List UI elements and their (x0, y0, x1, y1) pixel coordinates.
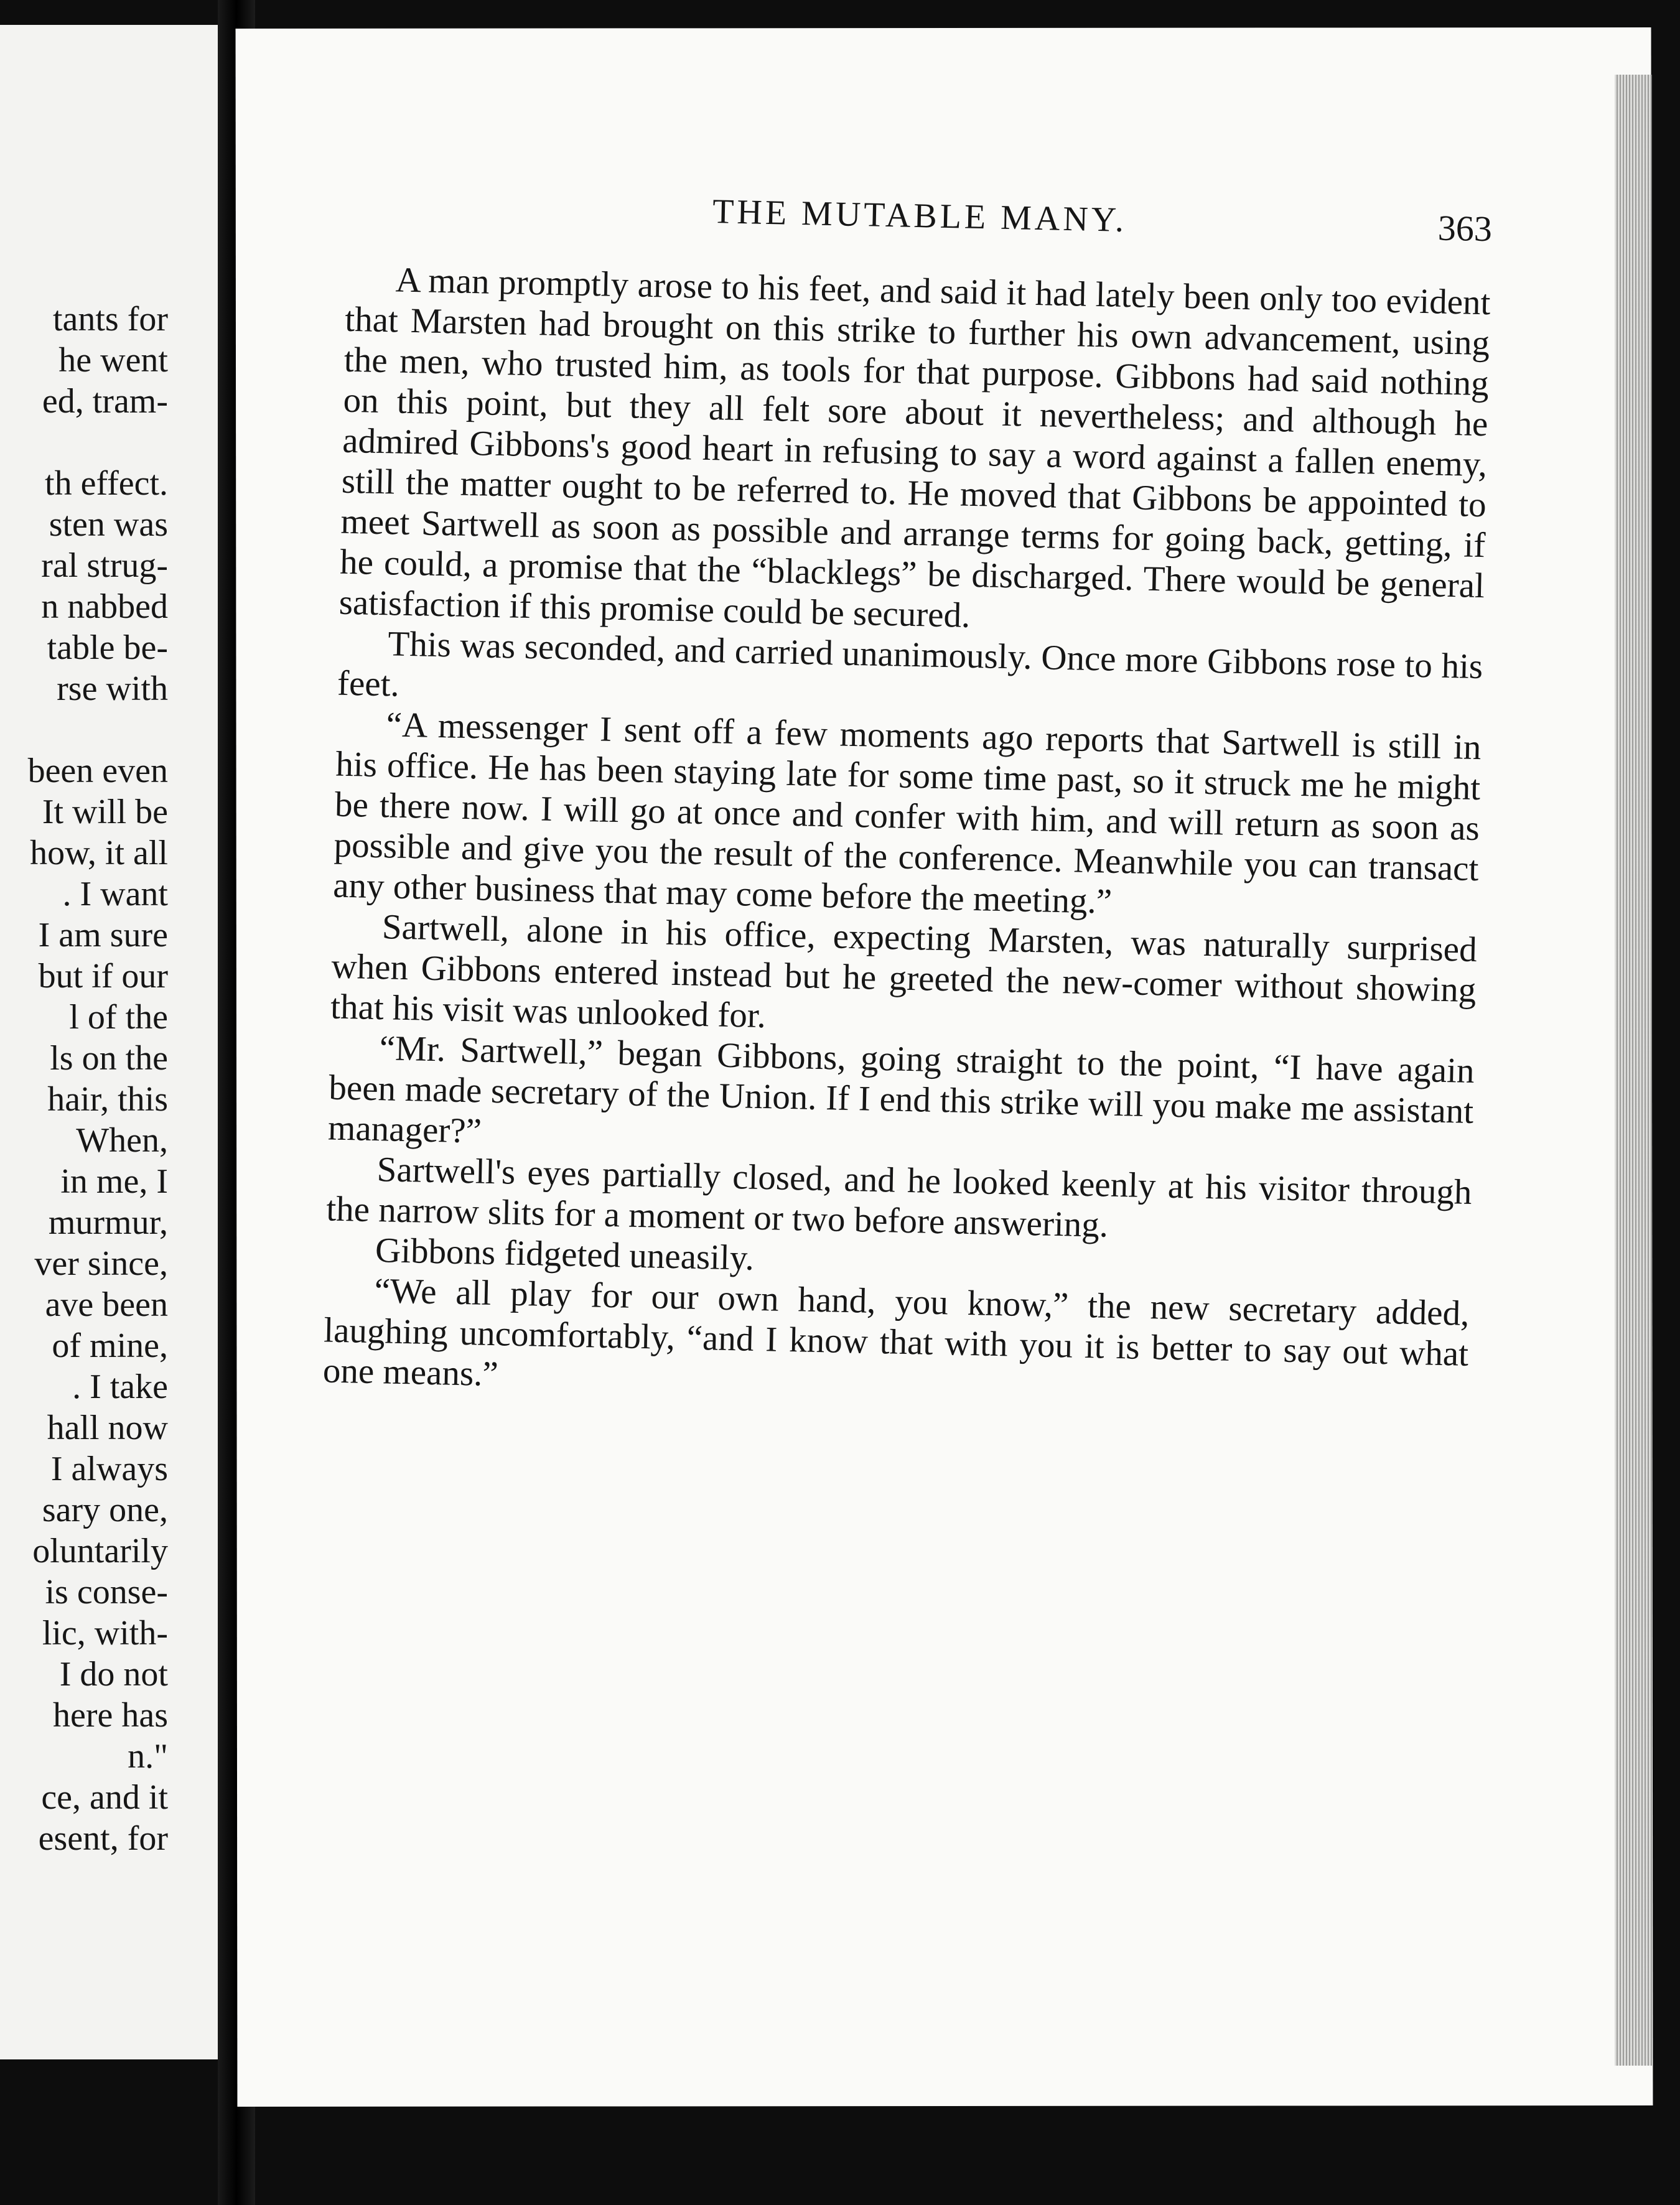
left-line: here has (52, 1696, 168, 1735)
paragraph: A man promptly arose to his feet, and said it had lately been only too evident that Marsten had brought on this strike to further his own advancement, using the men, who trusted him, as tools for that purpose. Gibbons had said nothing on this point, but they all felt sore about it nevertheless; and although he admired Gibbons's good heart in refusing to say a word against a fallen enemy, still the matter ought to be referred to. He moved that Gibbons be appointed to meet Sartwell as soon as possible and arrange terms for going back, getting, if he could, a promise that the “blacklegs” be discharged. There would be general satisfaction if this promise could be secured. (338, 260, 1491, 635)
left-line: oluntarily (32, 1532, 168, 1570)
left-line: I do not (59, 1655, 168, 1694)
paragraph: This was seconded, and carried unanimously. Once more Gibbons rose to his feet. (337, 624, 1483, 704)
paragraph: Sartwell's eyes partially closed, and he looked keenly at his visitor through the narrow slits for a moment or two before answering. (325, 1150, 1473, 1245)
left-line: sary one, (42, 1491, 168, 1529)
left-line: he went (58, 341, 168, 380)
paragraph: “A messenger I sent off a few moments ago reports that Sartwell is still in his office. He has been staying late for some time past, so it struck me he might be there now. I will go at once and confer with him, and will return as soon as possible and give you the result of the conference. Meanwhile you can transact any other business that may come before the meeting.” (332, 705, 1482, 921)
left-line: ral strug- (41, 546, 168, 585)
left-line: I always (50, 1450, 168, 1488)
left-line: in me, I (60, 1162, 168, 1201)
left-line: l of the (69, 998, 168, 1037)
page-number: 363 (1437, 207, 1493, 249)
left-line: ls on the (50, 1039, 168, 1078)
left-line: th effect. (45, 464, 168, 503)
left-line: sten was (49, 505, 168, 544)
left-line: ver since, (34, 1244, 168, 1283)
left-line: I am sure (38, 916, 168, 954)
left-page-text (0, 299, 168, 1859)
left-line: table be- (47, 628, 168, 667)
page-edge-stack (1615, 75, 1652, 2066)
page-content (322, 184, 1492, 1415)
paragraph: “We all play for our own hand, you know,” the new secretary added, laughing uncomfortably, “and I know that with you it is better to say out what one means.” (322, 1271, 1470, 1394)
left-line: ed, tram- (42, 382, 168, 421)
left-line: been even (27, 752, 168, 790)
left-line: esent, for (38, 1819, 168, 1858)
left-line: It will be (42, 793, 168, 831)
left-line: n." (128, 1737, 168, 1776)
left-line: When, (76, 1121, 168, 1160)
left-line: tants for (52, 300, 168, 338)
paragraph: Sartwell, alone in his office, expecting Marsten, was naturally surprised when Gibbons entered instead but he greeted the new-comer without showing that his visit was unlooked for. (330, 907, 1478, 1036)
left-line: murmur, (48, 1203, 168, 1242)
left-line: of mine, (52, 1326, 168, 1365)
body-text (322, 259, 1491, 1415)
left-line: hair, this (47, 1080, 168, 1119)
left-line: rse with (57, 669, 168, 708)
left-line: is conse- (45, 1573, 168, 1611)
left-line: lic, with- (42, 1614, 168, 1653)
left-line: how, it all (30, 834, 168, 872)
paragraph: Gibbons fidgeted uneasily. (375, 1231, 755, 1278)
left-line: . I want (62, 875, 168, 913)
left-line: hall now (47, 1409, 168, 1447)
left-facing-page (0, 25, 218, 2059)
left-line: n nabbed (41, 587, 168, 626)
running-title: THE MUTABLE MANY. (712, 192, 1127, 240)
left-line: ave been (45, 1285, 168, 1324)
paragraph: “Mr. Sartwell,” began Gibbons, going straight to the point, “I have again been made secretary of the Union. If I end this strike will you make me assistant manager?” (327, 1028, 1475, 1151)
right-page (236, 27, 1653, 2107)
left-line: ce, and it (41, 1778, 168, 1817)
left-line: . I take (72, 1368, 168, 1406)
left-line: but if our (38, 957, 168, 995)
